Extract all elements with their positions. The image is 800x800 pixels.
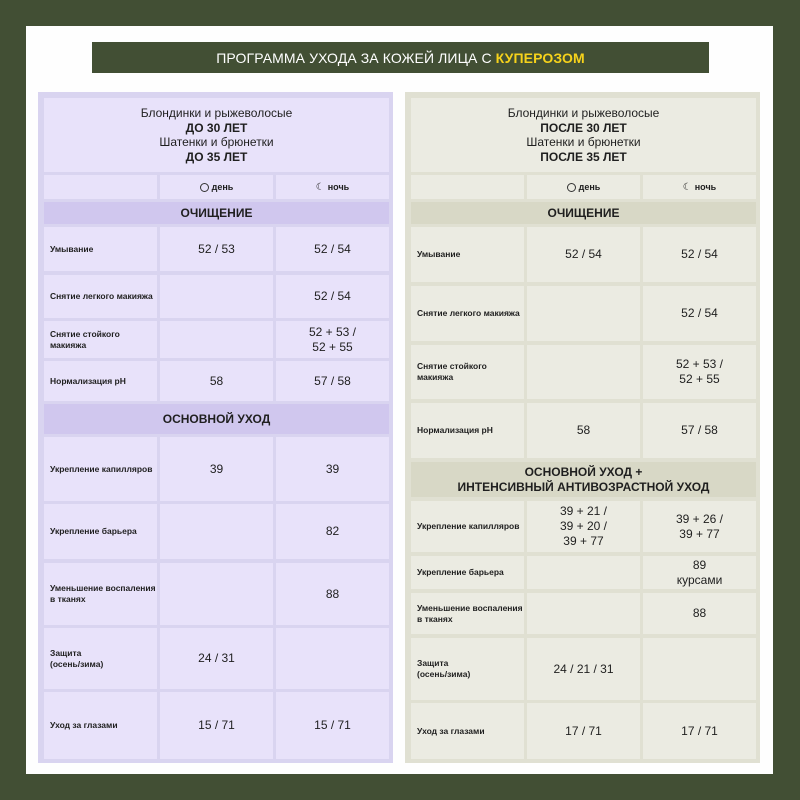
- day-value: 39: [160, 437, 273, 501]
- day-value: [160, 563, 273, 625]
- night-value: 52 + 53 / 52 + 55: [643, 345, 756, 399]
- night-value: 15 / 71: [276, 692, 389, 759]
- day-label: день: [211, 182, 234, 192]
- right-colhead-day: [527, 175, 640, 199]
- row-label: Укрепление барьера: [44, 504, 157, 559]
- left-section-cleansing: ОЧИЩЕНИЕ: [44, 202, 389, 224]
- row-label: Защита (осень/зима): [411, 638, 524, 700]
- sun-icon: [567, 183, 576, 192]
- row-label: Нормализация pH: [44, 361, 157, 401]
- row-label: Укрепление капилляров: [44, 437, 157, 501]
- night-value: [276, 628, 389, 689]
- row-label: Снятие легкого макияжа: [411, 286, 524, 341]
- row-label: Уход за глазами: [411, 703, 524, 759]
- night-value: 52 / 54: [643, 227, 756, 282]
- night-label: ночь: [327, 182, 350, 192]
- row-label: Умывание: [411, 227, 524, 282]
- night-value: 52 / 54: [643, 286, 756, 341]
- header-line3: Шатенки и брюнетки: [159, 135, 274, 149]
- left-header: [44, 98, 389, 172]
- day-value: 24 / 31: [160, 628, 273, 689]
- left-colhead-blank: [44, 175, 157, 199]
- left-colhead-night: [276, 175, 389, 199]
- row-label: Уход за глазами: [44, 692, 157, 759]
- moon-icon: ☾: [682, 181, 692, 193]
- day-value: 24 / 21 / 31: [527, 638, 640, 700]
- row-label: Укрепление барьера: [411, 556, 524, 589]
- night-value: 89 курсами: [643, 556, 756, 589]
- row-label: Укрепление капилляров: [411, 501, 524, 552]
- night-value: 82: [276, 504, 389, 559]
- night-label: ночь: [694, 182, 717, 192]
- day-value: [527, 556, 640, 589]
- header-line3: Шатенки и брюнетки: [526, 135, 641, 149]
- night-value: 39 + 26 / 39 + 77: [643, 501, 756, 552]
- day-value: [160, 504, 273, 559]
- row-label: Нормализация pH: [411, 403, 524, 458]
- right-colhead-blank: [411, 175, 524, 199]
- header-line1: Блондинки и рыжеволосые: [507, 106, 660, 120]
- row-label: Умывание: [44, 227, 157, 271]
- day-value: [527, 286, 640, 341]
- night-value: 17 / 71: [643, 703, 756, 759]
- night-value: [643, 638, 756, 700]
- moon-icon: ☾: [315, 181, 325, 193]
- title-highlight: КУПЕРОЗОМ: [495, 49, 585, 66]
- night-value: 52 / 54: [276, 227, 389, 271]
- night-value: 52 / 54: [276, 275, 389, 318]
- night-value: 57 / 58: [643, 403, 756, 458]
- night-value: 39: [276, 437, 389, 501]
- day-value: 17 / 71: [527, 703, 640, 759]
- right-section-cleansing: ОЧИЩЕНИЕ: [411, 202, 756, 224]
- sun-icon: [200, 183, 209, 192]
- right-section-care: ОСНОВНОЙ УХОД + ИНТЕНСИВНЫЙ АНТИВОЗРАСТНОЙ УХОД: [411, 462, 756, 497]
- header-line4: ДО 35 ЛЕТ: [185, 149, 248, 164]
- row-label: Снятие стойкого макияжа: [44, 321, 157, 358]
- header-line2: ПОСЛЕ 30 ЛЕТ: [540, 120, 627, 135]
- header-line4: ПОСЛЕ 35 ЛЕТ: [540, 149, 627, 164]
- row-label: Защита (осень/зима): [44, 628, 157, 689]
- left-section-care: ОСНОВНОЙ УХОД: [44, 404, 389, 434]
- left-table: [38, 92, 393, 763]
- night-value: 52 + 53 / 52 + 55: [276, 321, 389, 358]
- day-value: 52 / 53: [160, 227, 273, 271]
- day-label: день: [578, 182, 601, 192]
- day-value: 15 / 71: [160, 692, 273, 759]
- row-label: Уменьшение воспаления в тканях: [44, 563, 157, 625]
- night-value: 57 / 58: [276, 361, 389, 401]
- left-colhead-day: [160, 175, 273, 199]
- row-label: Снятие легкого макияжа: [44, 275, 157, 318]
- night-value: 88: [276, 563, 389, 625]
- header-line1: Блондинки и рыжеволосые: [140, 106, 293, 120]
- day-value: 52 / 54: [527, 227, 640, 282]
- day-value: 58: [527, 403, 640, 458]
- day-value: 58: [160, 361, 273, 401]
- right-header: [411, 98, 756, 172]
- day-value: [160, 275, 273, 318]
- day-value: [527, 345, 640, 399]
- row-label: Уменьшение воспаления в тканях: [411, 593, 524, 634]
- page-title: [92, 42, 709, 73]
- right-table: [405, 92, 760, 763]
- right-colhead-night: [643, 175, 756, 199]
- night-value: 88: [643, 593, 756, 634]
- day-value: [160, 321, 273, 358]
- row-label: Снятие стойкого макияжа: [411, 345, 524, 399]
- header-line2: ДО 30 ЛЕТ: [185, 120, 248, 135]
- day-value: [527, 593, 640, 634]
- title-text: ПРОГРАММА УХОДА ЗА КОЖЕЙ ЛИЦА С: [216, 49, 492, 66]
- day-value: 39 + 21 / 39 + 20 / 39 + 77: [527, 501, 640, 552]
